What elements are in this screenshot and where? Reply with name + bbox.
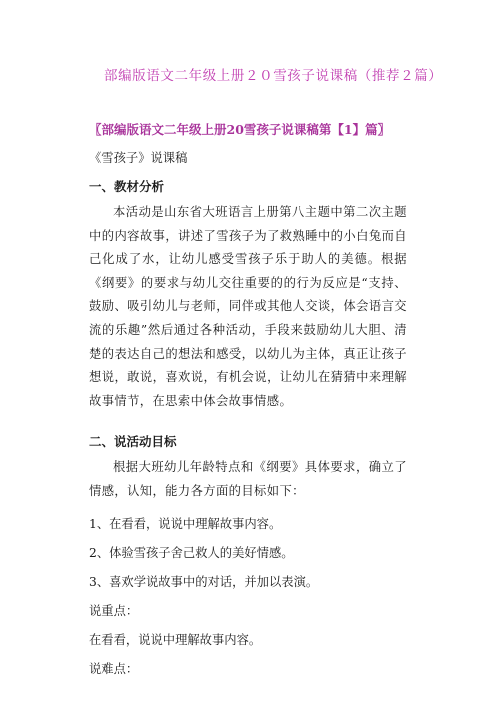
goal-item-2: 2、体验雪孩子舍己救人的美好情感。	[89, 546, 294, 560]
key-point-label: 说重点：	[89, 604, 139, 618]
section-heading-activity-goals: 二、说活动目标	[89, 434, 177, 449]
goal-item-1: 1、在看看，说说中理解故事内容。	[89, 517, 282, 531]
paragraph-activity-goals: 根据大班幼儿年龄特点和《纲要》具体要求，确立了情感，认知，能力各方面的目标如下：	[89, 460, 407, 498]
article-subtitle: 〖部编版语文二年级上册20雪孩子说课稿第【1】篇〗	[89, 122, 391, 137]
difficulty-label: 说难点：	[89, 662, 139, 676]
document-title: 部编版语文二年级上册２０雪孩子说课稿（推荐２篇）	[104, 68, 443, 84]
section-heading-teaching-material: 一、教材分析	[89, 179, 165, 194]
paragraph-teaching-material: 本活动是山东省大班语言上册第八主题中第二次主题中的内容故事，讲述了雪孩子为了救熟睡中的小白兔而自己化成了水，让幼儿感受雪孩子乐于助人的美德。根据《纲要》的要求与幼儿交往重要的的行为反应是“支持、鼓励、吸引幼儿与老师，同伴或其他人交谈，体会语言交流的乐趣”然后通过各种活动，手段来鼓励幼儿大胆、清楚的表达自己的想法和感受，以幼儿为主体，真正让孩子想说，敢说，喜欢说，有机会说，让幼儿在猜猜中来理解故事情节，在思索中体会故事情感。	[89, 205, 407, 408]
doc-name: 《雪孩子》说课稿	[89, 151, 188, 165]
key-point-text: 在看看，说说中理解故事内容。	[89, 633, 262, 647]
goal-item-3: 3、喜欢学说故事中的对话，并加以表演。	[89, 575, 319, 589]
